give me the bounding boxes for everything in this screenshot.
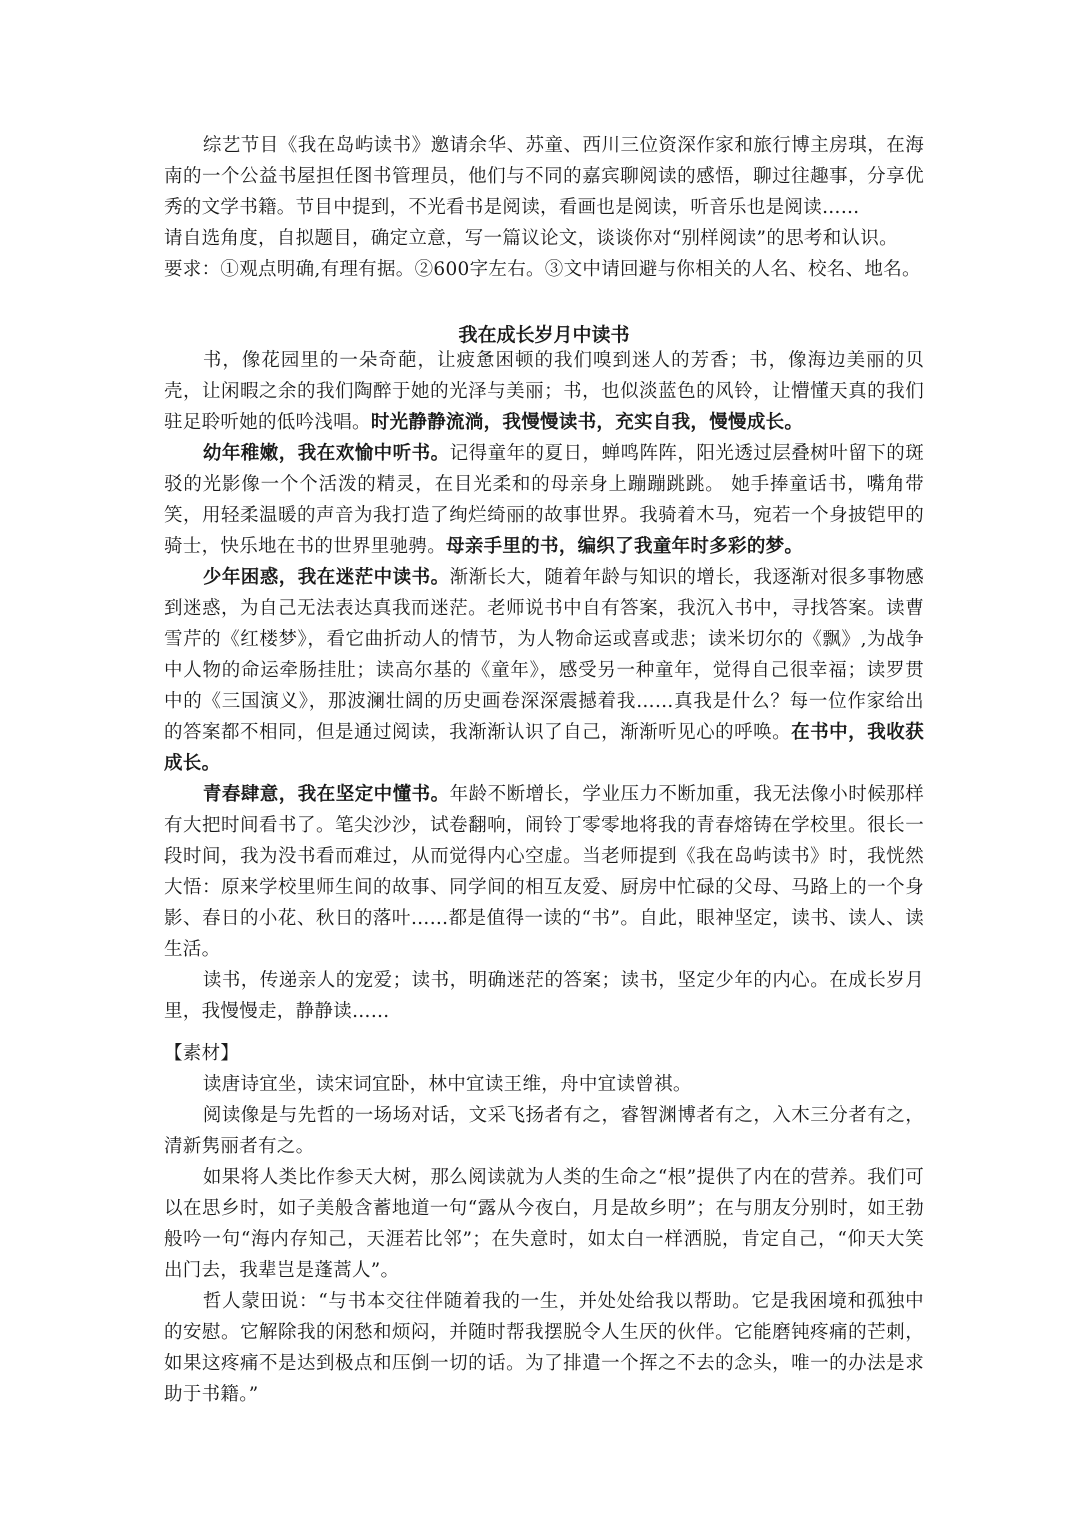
essay-paragraph-2 <box>164 438 924 562</box>
material-label: 【素材】 <box>164 1043 240 1064</box>
prompt-paragraph-3: 要求：①观点明确,有理有据。②600字左右。③文中请回避与你相关的人名、校名、地名。 <box>164 259 921 280</box>
essay-p4-heading: 青春肆意，我在坚定中懂书。 <box>202 784 450 805</box>
material-section <box>164 1038 924 1410</box>
essay-p2-bold-end: 母亲手里的书，编织了我童年时多彩的梦。 <box>446 536 804 557</box>
material-item-4: 哲人蒙田说：“与书本交往伴随着我的一生，并处处给我以帮助。它是我困境和孤独中的安慰。它解除我的闲愁和烦闷，并随时帮我摆脱令人生厌的伙伴。它能磨钝疼痛的芒刺，如果这疼痛不是达到极点和压倒一切的话。为了排遣一个挥之不去的念头，唯一的办法是求助于书籍。” <box>164 1291 924 1405</box>
essay-p4-text: 年龄不断增长，学业压力不断加重，我无法像小时候那样有大把时间看书了。笔尖沙沙，试卷翻响，闹铃丁零零地将我的青春熔铸在学校里。很长一段时间，我为没书看而难过，从而觉得内心空虚。当老师提到《我在岛屿读书》时，我恍然大悟：原来学校里师生间的故事、同学间的相互友爱、厨房中忙碌的父母、马路上的一个身影、春日的小花、秋日的落叶……都是值得一读的“书”。自此，眼神坚定，读书、读人、读生活。 <box>164 784 924 960</box>
material-item-3: 如果将人类比作参天大树，那么阅读就为人类的生命之“根”提供了内在的营养。我们可以在思乡时，如子美般含蓄地道一句“露从今夜白，月是故乡明”；在与朋友分别时，如王勃般吟一句“海内存知己，天涯若比邻”；在失意时，如太白一样洒脱，肯定自己，“仰天大笑出门去，我辈岂是蓬蒿人”。 <box>164 1167 924 1281</box>
prompt-paragraph-1: 综艺节目《我在岛屿读书》邀请余华、苏童、西川三位资深作家和旅行博主房琪，在海南的一个公益书屋担任图书管理员，他们与不同的嘉宾聊阅读的感悟，聊过往趣事，分享优秀的文学书籍。节目中提到，不光看书是阅读，看画也是阅读，听音乐也是阅读…… <box>164 135 924 218</box>
essay-p2-text: 记得童年的夏日，蝉鸣阵阵，阳光透过层叠树叶留下的斑驳的光影像一个个活泼的精灵，在目光柔和的母亲身上蹦蹦跳跳。 她手捧童话书，嘴角带笑，用轻柔温暖的声音为我打造了绚烂绮丽的故事世界。我骑着木马，宛若一个身披铠甲的骑士，快乐地在书的世界里驰骋。 <box>164 443 924 557</box>
material-item-2: 阅读像是与先哲的一场场对话，文采飞扬者有之，睿智渊博者有之，入木三分者有之，清新隽丽者有之。 <box>164 1105 924 1157</box>
essay-title: 我在成长岁月中读书 <box>458 324 630 346</box>
essay-p2-heading: 幼年稚嫩，我在欢愉中听书。 <box>202 443 450 464</box>
essay-p3-heading: 少年困惑，我在迷茫中读书。 <box>202 567 450 588</box>
essay-paragraph-4 <box>164 779 924 965</box>
essay-paragraph-3 <box>164 562 924 779</box>
material-item-1: 读唐诗宜坐，读宋词宜卧，林中宜读王维，舟中宜读曾祺。 <box>202 1074 692 1095</box>
prompt-paragraph-2: 请自选角度，自拟题目，确定立意，写一篇议论文，谈谈你对“别样阅读”的思考和认识。 <box>164 228 898 249</box>
essay-p1-text: 书，像花园里的一朵奇葩，让疲惫困顿的我们嗅到迷人的芳香；书，像海边美丽的贝壳，让闲暇之余的我们陶醉于她的光泽与美丽；书，也似淡蓝色的风铃，让懵懂天真的我们驻足聆听她的低吟浅唱。 <box>164 350 924 433</box>
essay-paragraph-1 <box>164 345 924 438</box>
essay-p3-bold-end: 在书中，我收获成长。 <box>164 722 925 774</box>
prompt-section <box>164 130 924 285</box>
essay-body <box>164 345 924 1027</box>
essay-p1-bold: 时光静静流淌，我慢慢读书，充实自我，慢慢成长。 <box>370 412 804 433</box>
essay-paragraph-5: 读书，传递亲人的宠爱；读书，明确迷茫的答案；读书，坚定少年的内心。在成长岁月里，我慢慢走，静静读…… <box>164 970 924 1022</box>
essay-p3-text: 渐渐长大，随着年龄与知识的增长，我逐渐对很多事物感到迷惑，为自己无法表达真我而迷茫。老师说书中自有答案，我沉入书中，寻找答案。读曹雪芹的《红楼梦》，看它曲折动人的情节，为人物命运或喜或悲；读米切尔的《飘》,为战争中人物的命运牵肠挂肚；读高尔基的《童年》，感受另一种童年，觉得自己很幸福；读罗贯中的《三国演义》，那波澜壮阔的历史画卷深深震撼着我……真我是什么？每一位作家给出的答案都不相同，但是通过阅读，我渐渐认识了自己，渐渐听见心的呼唤。 <box>164 567 924 743</box>
